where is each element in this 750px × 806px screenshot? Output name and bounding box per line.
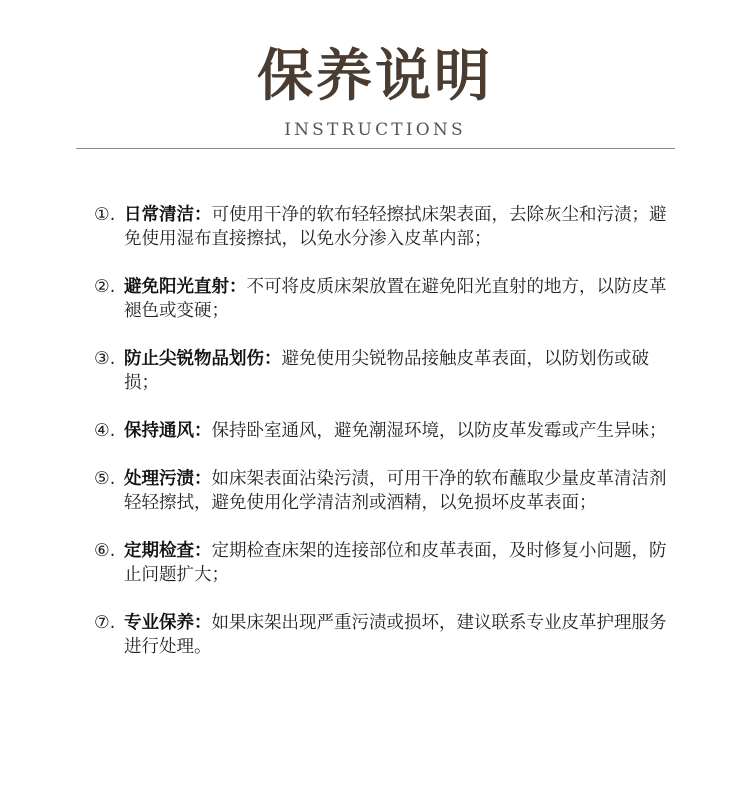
instruction-item-7	[94, 611, 674, 659]
item-body	[124, 611, 674, 659]
instruction-item-5	[94, 467, 674, 515]
item-text: 可使用干净的软布轻轻擦拭床架表面，去除灰尘和污渍；避免使用湿布直接擦拭，以免水分渗入皮革内部；	[124, 205, 667, 249]
instruction-item-2	[94, 275, 674, 323]
item-body	[124, 467, 674, 515]
item-text: 不可将皮质床架放置在避免阳光直射的地方，以防皮革褪色或变硬；	[124, 277, 667, 321]
item-number: ⑦.	[94, 613, 116, 633]
item-label: 保持通风：	[124, 421, 212, 441]
item-text: 避免使用尖锐物品接触皮革表面，以防划伤或破损；	[124, 349, 649, 393]
item-label: 定期检查：	[124, 541, 212, 561]
item-body	[124, 347, 674, 395]
item-label: 专业保养：	[124, 613, 212, 633]
item-body	[124, 419, 674, 443]
item-number: ②.	[94, 277, 116, 297]
item-number: ④.	[94, 421, 116, 441]
instructions-list	[94, 203, 674, 683]
item-label: 日常清洁：	[124, 205, 212, 225]
item-body	[124, 203, 674, 251]
item-text: 定期检查床架的连接部位和皮革表面，及时修复小问题，防止问题扩大；	[124, 541, 667, 585]
item-label: 处理污渍：	[124, 469, 212, 489]
item-number: ①.	[94, 205, 116, 225]
item-text: 保持卧室通风，避免潮湿环境，以防皮革发霉或产生异味；	[211, 421, 667, 441]
item-label: 避免阳光直射：	[124, 277, 247, 297]
item-label: 防止尖锐物品划伤：	[124, 349, 282, 369]
instruction-item-3	[94, 347, 674, 395]
item-text: 如床架表面沾染污渍，可用干净的软布蘸取少量皮革清洁剂轻轻擦拭，避免使用化学清洁剂或酒精，以免损坏皮革表面；	[124, 469, 667, 513]
item-number: ⑤.	[94, 469, 116, 489]
item-body	[124, 539, 674, 587]
page-header	[0, 42, 750, 142]
header-divider	[76, 148, 675, 149]
page-subtitle: INSTRUCTIONS	[284, 120, 466, 140]
item-number: ③.	[94, 349, 116, 369]
item-text: 如果床架出现严重污渍或损坏，建议联系专业皮革护理服务进行处理。	[124, 613, 667, 657]
page-title: 保养说明	[257, 44, 493, 109]
item-body	[124, 275, 674, 323]
item-number: ⑥.	[94, 541, 116, 561]
instruction-item-4	[94, 419, 674, 443]
instruction-item-1	[94, 203, 674, 251]
instruction-item-6	[94, 539, 674, 587]
